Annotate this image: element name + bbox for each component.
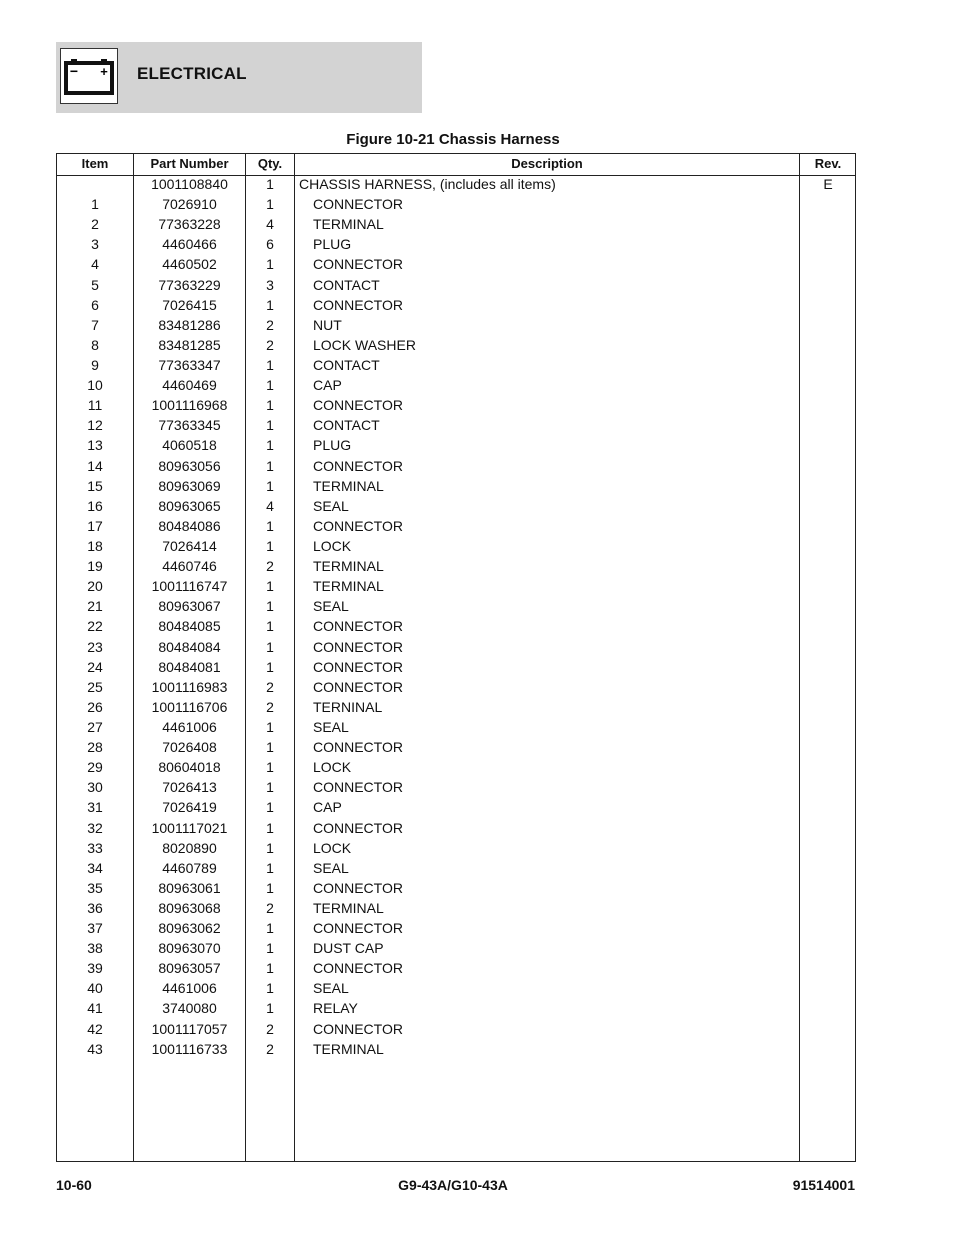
description-cell: TERMINAL <box>313 558 384 575</box>
description-cell: CONNECTOR <box>313 256 403 273</box>
table-row <box>57 838 855 858</box>
part-number-cell: 80484081 <box>158 658 221 675</box>
part-number-cell: 1001116733 <box>151 1040 228 1057</box>
item-cell: 32 <box>87 819 103 836</box>
table-row <box>57 1039 855 1059</box>
item-cell: 26 <box>87 698 103 715</box>
part-number-cell: 77363345 <box>158 417 221 434</box>
table-row <box>57 717 855 737</box>
qty-cell: 1 <box>266 638 274 655</box>
table-row <box>57 757 855 777</box>
part-number-cell: 4460789 <box>162 859 217 876</box>
table-row <box>57 978 855 998</box>
qty-cell: 1 <box>266 598 274 615</box>
qty-cell: 1 <box>266 980 274 997</box>
qty-cell: 2 <box>266 336 274 353</box>
item-cell: 37 <box>87 920 103 937</box>
part-number-cell: 7026419 <box>162 799 217 816</box>
item-cell: 18 <box>87 537 103 554</box>
description-cell: PLUG <box>313 437 352 454</box>
part-number-cell: 80484085 <box>158 618 221 635</box>
table-row <box>57 576 855 596</box>
table-row <box>57 415 855 435</box>
qty-cell: 2 <box>266 678 274 695</box>
table-row <box>57 1019 855 1039</box>
qty-cell: 1 <box>266 256 274 273</box>
part-number-cell: 77363347 <box>158 356 221 373</box>
description-cell: CHASSIS HARNESS, (includes all items) <box>299 176 556 192</box>
table-row <box>57 315 855 335</box>
item-cell: 12 <box>87 417 103 434</box>
table-row <box>57 958 855 978</box>
description-cell: CONTACT <box>313 417 380 434</box>
battery-icon <box>60 48 118 104</box>
part-number-cell: 80963067 <box>158 598 221 615</box>
column-header-part-number: Part Number <box>150 156 229 171</box>
table-row <box>57 435 855 455</box>
table-row <box>57 637 855 657</box>
part-number-cell: 3740080 <box>162 1000 217 1017</box>
table-row <box>57 737 855 757</box>
table-row <box>57 174 855 194</box>
table-row <box>57 234 855 254</box>
parts-table <box>56 153 856 1162</box>
item-cell: 25 <box>87 678 103 695</box>
item-cell: 7 <box>91 316 99 333</box>
table-row <box>57 496 855 516</box>
qty-cell: 1 <box>266 537 274 554</box>
item-cell: 29 <box>87 759 103 776</box>
table-row <box>57 938 855 958</box>
qty-cell: 2 <box>266 1020 274 1037</box>
qty-cell: 1 <box>266 879 274 896</box>
item-cell: 15 <box>87 477 103 494</box>
qty-cell: 1 <box>266 718 274 735</box>
column-header-qty: Qty. <box>257 156 283 171</box>
qty-cell: 1 <box>266 1000 274 1017</box>
qty-cell: 1 <box>266 779 274 796</box>
item-cell: 28 <box>87 739 103 756</box>
item-cell: 43 <box>87 1040 103 1057</box>
qty-cell: 1 <box>266 296 274 313</box>
table-row <box>57 556 855 576</box>
description-cell: CONNECTOR <box>313 658 403 675</box>
part-number-cell: 80963062 <box>158 920 221 937</box>
description-cell: TERMINAL <box>313 578 384 595</box>
figure-title: Figure 10-21 Chassis Harness <box>346 131 560 148</box>
table-row <box>57 395 855 415</box>
item-cell: 20 <box>87 578 103 595</box>
qty-cell: 1 <box>266 356 274 373</box>
table-row <box>57 657 855 677</box>
item-cell: 6 <box>91 296 99 313</box>
item-cell: 14 <box>87 457 103 474</box>
description-cell: RELAY <box>313 1000 358 1017</box>
table-row <box>57 918 855 938</box>
part-number-cell: 77363229 <box>158 276 221 293</box>
part-number-cell: 77363228 <box>158 216 221 233</box>
qty-cell: 1 <box>266 196 274 213</box>
description-cell: LOCK <box>313 759 352 776</box>
description-cell: CONNECTOR <box>313 618 403 635</box>
qty-cell: 1 <box>266 477 274 494</box>
part-number-cell: 80963065 <box>158 497 221 514</box>
description-cell: SEAL <box>313 497 349 514</box>
item-cell: 4 <box>91 256 99 273</box>
page-number: 10-60 <box>56 1177 92 1193</box>
description-cell: CONTACT <box>313 356 380 373</box>
description-cell: CONNECTOR <box>313 779 403 796</box>
item-cell: 21 <box>87 598 103 615</box>
qty-cell: 3 <box>266 276 274 293</box>
table-row <box>57 697 855 717</box>
part-number-cell: 4060518 <box>162 437 217 454</box>
qty-cell: 2 <box>266 698 274 715</box>
description-cell: CONNECTOR <box>313 879 403 896</box>
item-cell: 39 <box>87 960 103 977</box>
qty-cell: 1 <box>266 739 274 756</box>
description-cell: CONNECTOR <box>313 196 403 213</box>
item-cell: 13 <box>87 437 103 454</box>
part-number-cell: 1001117021 <box>151 819 228 836</box>
qty-cell: 4 <box>266 497 274 514</box>
part-number-cell: 83481286 <box>158 316 221 333</box>
table-row <box>57 456 855 476</box>
battery-icon-graphic <box>61 49 117 103</box>
part-number-cell: 7026415 <box>162 296 217 313</box>
table-row <box>57 878 855 898</box>
column-header-item: Item <box>81 156 109 171</box>
description-cell: CONNECTOR <box>313 457 403 474</box>
description-cell: SEAL <box>313 718 349 735</box>
qty-cell: 4 <box>266 216 274 233</box>
table-row <box>57 898 855 918</box>
item-cell: 40 <box>87 980 103 997</box>
item-cell: 2 <box>91 216 99 233</box>
qty-cell: 1 <box>266 176 274 192</box>
model-number: G9-43A/G10-43A <box>398 1177 508 1193</box>
table-row <box>57 254 855 274</box>
qty-cell: 1 <box>266 940 274 957</box>
part-number-cell: 1001116747 <box>151 578 228 595</box>
item-cell: 31 <box>87 799 103 816</box>
table-row <box>57 295 855 315</box>
table-body <box>57 174 855 1059</box>
rev-cell: E <box>823 176 833 192</box>
table-row <box>57 818 855 838</box>
description-cell: SEAL <box>313 598 349 615</box>
qty-cell: 2 <box>266 1040 274 1057</box>
part-number-cell: 7026910 <box>162 196 217 213</box>
description-cell: LOCK <box>313 839 352 856</box>
item-cell: 16 <box>87 497 103 514</box>
item-cell: 19 <box>87 558 103 575</box>
qty-cell: 1 <box>266 799 274 816</box>
part-number-cell: 80963070 <box>158 940 221 957</box>
qty-cell: 1 <box>266 920 274 937</box>
item-cell: 8 <box>91 336 99 353</box>
qty-cell: 2 <box>266 558 274 575</box>
part-number-cell: 7026414 <box>162 537 217 554</box>
item-cell: 33 <box>87 839 103 856</box>
item-cell: 42 <box>87 1020 103 1037</box>
description-cell: TERMINAL <box>313 477 384 494</box>
description-cell: TERNINAL <box>313 698 383 715</box>
part-number-cell: 1001116968 <box>151 397 228 414</box>
table-row <box>57 335 855 355</box>
battery-minus-symbol: − <box>69 63 79 79</box>
part-number-cell: 1001117057 <box>151 1020 228 1037</box>
qty-cell: 1 <box>266 839 274 856</box>
part-number-cell: 1001116706 <box>151 698 228 715</box>
part-number-cell: 80484086 <box>158 517 221 534</box>
qty-cell: 2 <box>266 316 274 333</box>
part-number-cell: 7026408 <box>162 739 217 756</box>
description-cell: SEAL <box>313 859 349 876</box>
item-cell: 27 <box>87 718 103 735</box>
qty-cell: 1 <box>266 658 274 675</box>
qty-cell: 2 <box>266 899 274 916</box>
description-cell: LOCK <box>313 537 352 554</box>
description-cell: CONNECTOR <box>313 739 403 756</box>
item-cell: 5 <box>91 276 99 293</box>
item-cell: 10 <box>87 377 103 394</box>
item-cell: 35 <box>87 879 103 896</box>
table-row <box>57 536 855 556</box>
part-number-cell: 80963061 <box>158 879 221 896</box>
table-row <box>57 777 855 797</box>
description-cell: PLUG <box>313 236 352 253</box>
part-number-cell: 4460466 <box>162 236 217 253</box>
item-cell: 30 <box>87 779 103 796</box>
part-number-cell: 80963068 <box>158 899 221 916</box>
column-header-rev: Rev. <box>814 156 842 171</box>
qty-cell: 1 <box>266 457 274 474</box>
description-cell: CONNECTOR <box>313 397 403 414</box>
part-number-cell: 80963057 <box>158 960 221 977</box>
table-row <box>57 275 855 295</box>
part-number-cell: 4460746 <box>162 558 217 575</box>
description-cell: NUT <box>313 316 342 333</box>
description-cell: CAP <box>313 799 342 816</box>
table-row <box>57 797 855 817</box>
item-cell: 38 <box>87 940 103 957</box>
part-number-cell: 4461006 <box>162 980 217 997</box>
description-cell: CONNECTOR <box>313 678 403 695</box>
description-cell: SEAL <box>313 980 349 997</box>
description-cell: TERMINAL <box>313 216 384 233</box>
item-cell: 41 <box>87 1000 103 1017</box>
table-row <box>57 516 855 536</box>
column-header-description: Description <box>511 156 583 171</box>
table-row <box>57 596 855 616</box>
qty-cell: 1 <box>266 417 274 434</box>
table-row <box>57 998 855 1018</box>
item-cell: 34 <box>87 859 103 876</box>
description-cell: CONNECTOR <box>313 517 403 534</box>
table-row <box>57 616 855 636</box>
table-row <box>57 677 855 697</box>
qty-cell: 1 <box>266 960 274 977</box>
description-cell: TERMINAL <box>313 1040 384 1057</box>
item-cell: 23 <box>87 638 103 655</box>
part-number-cell: 83481285 <box>158 336 221 353</box>
description-cell: DUST CAP <box>313 940 384 957</box>
qty-cell: 1 <box>266 859 274 876</box>
item-cell: 1 <box>91 196 99 213</box>
description-cell: TERMINAL <box>313 899 384 916</box>
qty-cell: 1 <box>266 517 274 534</box>
part-number-cell: 80963069 <box>158 477 221 494</box>
document-number: 91514001 <box>792 1177 855 1193</box>
description-cell: CONNECTOR <box>313 819 403 836</box>
part-number-cell: 80604018 <box>158 759 221 776</box>
part-number-cell: 80484084 <box>158 638 221 655</box>
table-row <box>57 214 855 234</box>
table-row <box>57 194 855 214</box>
battery-plus-symbol: + <box>100 64 108 79</box>
description-cell: CONNECTOR <box>313 960 403 977</box>
item-cell: 24 <box>87 658 103 675</box>
qty-cell: 1 <box>266 819 274 836</box>
qty-cell: 1 <box>266 618 274 635</box>
table-row <box>57 858 855 878</box>
item-cell: 36 <box>87 899 103 916</box>
description-cell: CONTACT <box>313 276 380 293</box>
table-row <box>57 375 855 395</box>
part-number-cell: 8020890 <box>162 839 217 856</box>
qty-cell: 6 <box>266 236 274 253</box>
item-cell: 3 <box>91 236 99 253</box>
description-cell: CONNECTOR <box>313 296 403 313</box>
description-cell: LOCK WASHER <box>313 336 416 353</box>
qty-cell: 1 <box>266 377 274 394</box>
part-number-cell: 80963056 <box>158 457 221 474</box>
qty-cell: 1 <box>266 437 274 454</box>
description-cell: CONNECTOR <box>313 1020 403 1037</box>
part-number-cell: 4460502 <box>162 256 217 273</box>
description-cell: CONNECTOR <box>313 638 403 655</box>
part-number-cell: 7026413 <box>162 779 217 796</box>
part-number-cell: 4461006 <box>162 718 217 735</box>
qty-cell: 1 <box>266 397 274 414</box>
description-cell: CAP <box>313 377 342 394</box>
item-cell: 17 <box>87 517 103 534</box>
section-title: ELECTRICAL <box>137 64 247 83</box>
item-cell: 11 <box>87 397 103 414</box>
description-cell: CONNECTOR <box>313 920 403 937</box>
qty-cell: 1 <box>266 578 274 595</box>
part-number-cell: 1001116983 <box>151 678 228 695</box>
part-number-cell: 1001108840 <box>151 176 228 192</box>
item-cell: 9 <box>91 356 99 373</box>
qty-cell: 1 <box>266 759 274 776</box>
table-row <box>57 476 855 496</box>
part-number-cell: 4460469 <box>162 377 217 394</box>
item-cell: 22 <box>87 618 103 635</box>
table-row <box>57 355 855 375</box>
